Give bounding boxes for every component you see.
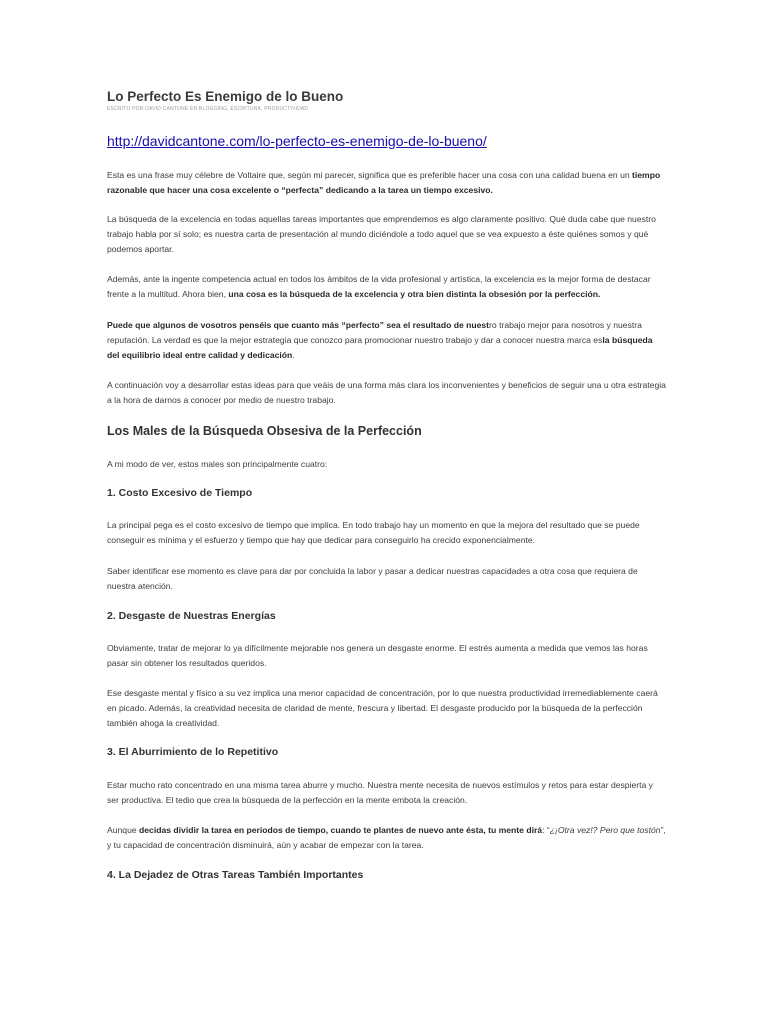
- intro-p3-bold: una cosa es la búsqueda de la excelencia y otra bien distinta la obsesión por la perfección.: [228, 289, 601, 299]
- item-3-heading: 3. El Aburrimiento de lo Repetitivo: [107, 746, 279, 758]
- item-2-heading: 2. Desgaste de Nuestras Energías: [107, 610, 276, 622]
- section-lead: A mi modo de ver, estos males son principalmente cuatro:: [107, 459, 328, 469]
- item-1-paragraph-2: Saber identificar ese momento es clave para dar por concluida la labor y pasar a dedicar nuestras capacidades a otra cosa que requiera de nuestra atención.: [107, 566, 638, 591]
- intro-p1-bold: tiempo razonable que hacer una cosa excelente o “perfecta” dedicando a la tarea un tiempo excesivo.: [107, 170, 661, 195]
- article-title: Lo Perfecto Es Enemigo de lo Bueno: [107, 89, 344, 104]
- intro-paragraph-5: A continuación voy a desarrollar estas ideas para que veáis de una forma más clara los inconvenientes y beneficios de seguir una u otra estrategia a la hora de darnos a conocer por medio de nuestro trabajo.: [107, 380, 666, 405]
- item-1-heading: 1. Costo Excesivo de Tiempo: [107, 487, 253, 499]
- intro-paragraph-1: [107, 168, 667, 198]
- section-heading: Los Males de la Búsqueda Obsesiva de la Perfección: [107, 424, 422, 438]
- intro-paragraph-2: La búsqueda de la excelencia en todas aquellas tareas importantes que emprendemos es algo claramente positivo. Qué duda cabe que nuestro trabajo habla por sí solo; es nuestra carta de presentación al mundo diciéndole a todo aquel que se vea expuesto a éste quiénes somos y qué podemos aportar.: [107, 214, 656, 254]
- article-url-link[interactable]: http://davidcantone.com/lo-perfecto-es-enemigo-de-lo-bueno/: [107, 133, 487, 149]
- item-3-p2-bold: decidas dividir la tarea en períodos de tiempo, cuando te plantes de nuevo ante ésta, tu mente dirá: [139, 825, 543, 835]
- item-4-heading: 4. La Dejadez de Otras Tareas También Importantes: [107, 869, 364, 881]
- intro-paragraph-3: [107, 272, 667, 302]
- item-3-p2-end: ”, y tu capacidad de concentración disminuirá, aún y acabar de empezar con la tarea.: [107, 825, 666, 850]
- intro-paragraph-4: [107, 318, 667, 363]
- item-3-p2-italic: ¿¡Otra vez!? Pero que tostón: [549, 825, 661, 835]
- item-3-paragraph-2: [107, 823, 667, 853]
- item-3-paragraph-1: Estar mucho rato concentrado en una misma tarea aburre y mucho. Nuestra mente necesita de nuevos estímulos y retos para estar despierta y ser productiva. El tedio que crea la búsqueda de la perfección en la mente embota la creación.: [107, 780, 653, 805]
- intro-p4-text: ro trabajo mejor para nosotros y nuestra reputación. La verdad es que la mejor estrategia que conozco para promocionar nuestro trabajo y dar a conocer nuestra marca es: [107, 320, 642, 345]
- article-byline: ESCRITO POR DAVID CANTONE EN BLOGGING, ESCRITURA, PRODUCTIVIDAD: [107, 106, 309, 112]
- article: [107, 88, 667, 881]
- intro-p3-text: Además, ante la ingente competencia actual en todos los ámbitos de la vida profesional y artística, la excelencia es la mejor forma de destacar frente a la multitud. Ahora bien,: [107, 274, 651, 299]
- item-3-p2-text: Aunque: [107, 825, 140, 835]
- item-2-paragraph-1: Obviamente, tratar de mejorar lo ya difícilmente mejorable nos genera un desgaste enorme. El estrés aumenta a medida que vemos las horas pasar sin obtener los resultados queridos.: [107, 643, 648, 668]
- intro-p4-bold-2: la búsqueda del equilibrio ideal entre calidad y dedicación: [107, 335, 653, 360]
- item-3-p2-colon: : “: [542, 825, 550, 835]
- item-2-paragraph-2: Ese desgaste mental y físico a su vez implica una menor capacidad de concentración, por lo que nuestra productividad irremediablemente caerá en picado. Además, la creatividad necesita de claridad de mente, frescura y libertad. El desgaste producido por la búsqueda de la perfección también ahoga la creatividad.: [107, 688, 658, 728]
- item-1-paragraph-1: La principal pega es el costo excesivo de tiempo que implica. En todo trabajo hay un momento en que la mejora del resultado que se puede conseguir es mínima y el esfuerzo y tiempo que hay que dedicar para conseguirlo ha crecido exponencialmente.: [107, 520, 640, 545]
- intro-p4-end: .: [292, 350, 295, 360]
- intro-p1-text: Esta es una frase muy célebre de Voltaire que, según mi parecer, significa que es preferible hacer una cosa con una calidad buena en un: [107, 170, 633, 180]
- intro-p4-bold: Puede que algunos de vosotros penséis que cuanto más “perfecto” sea el resultado de nuest: [107, 320, 490, 330]
